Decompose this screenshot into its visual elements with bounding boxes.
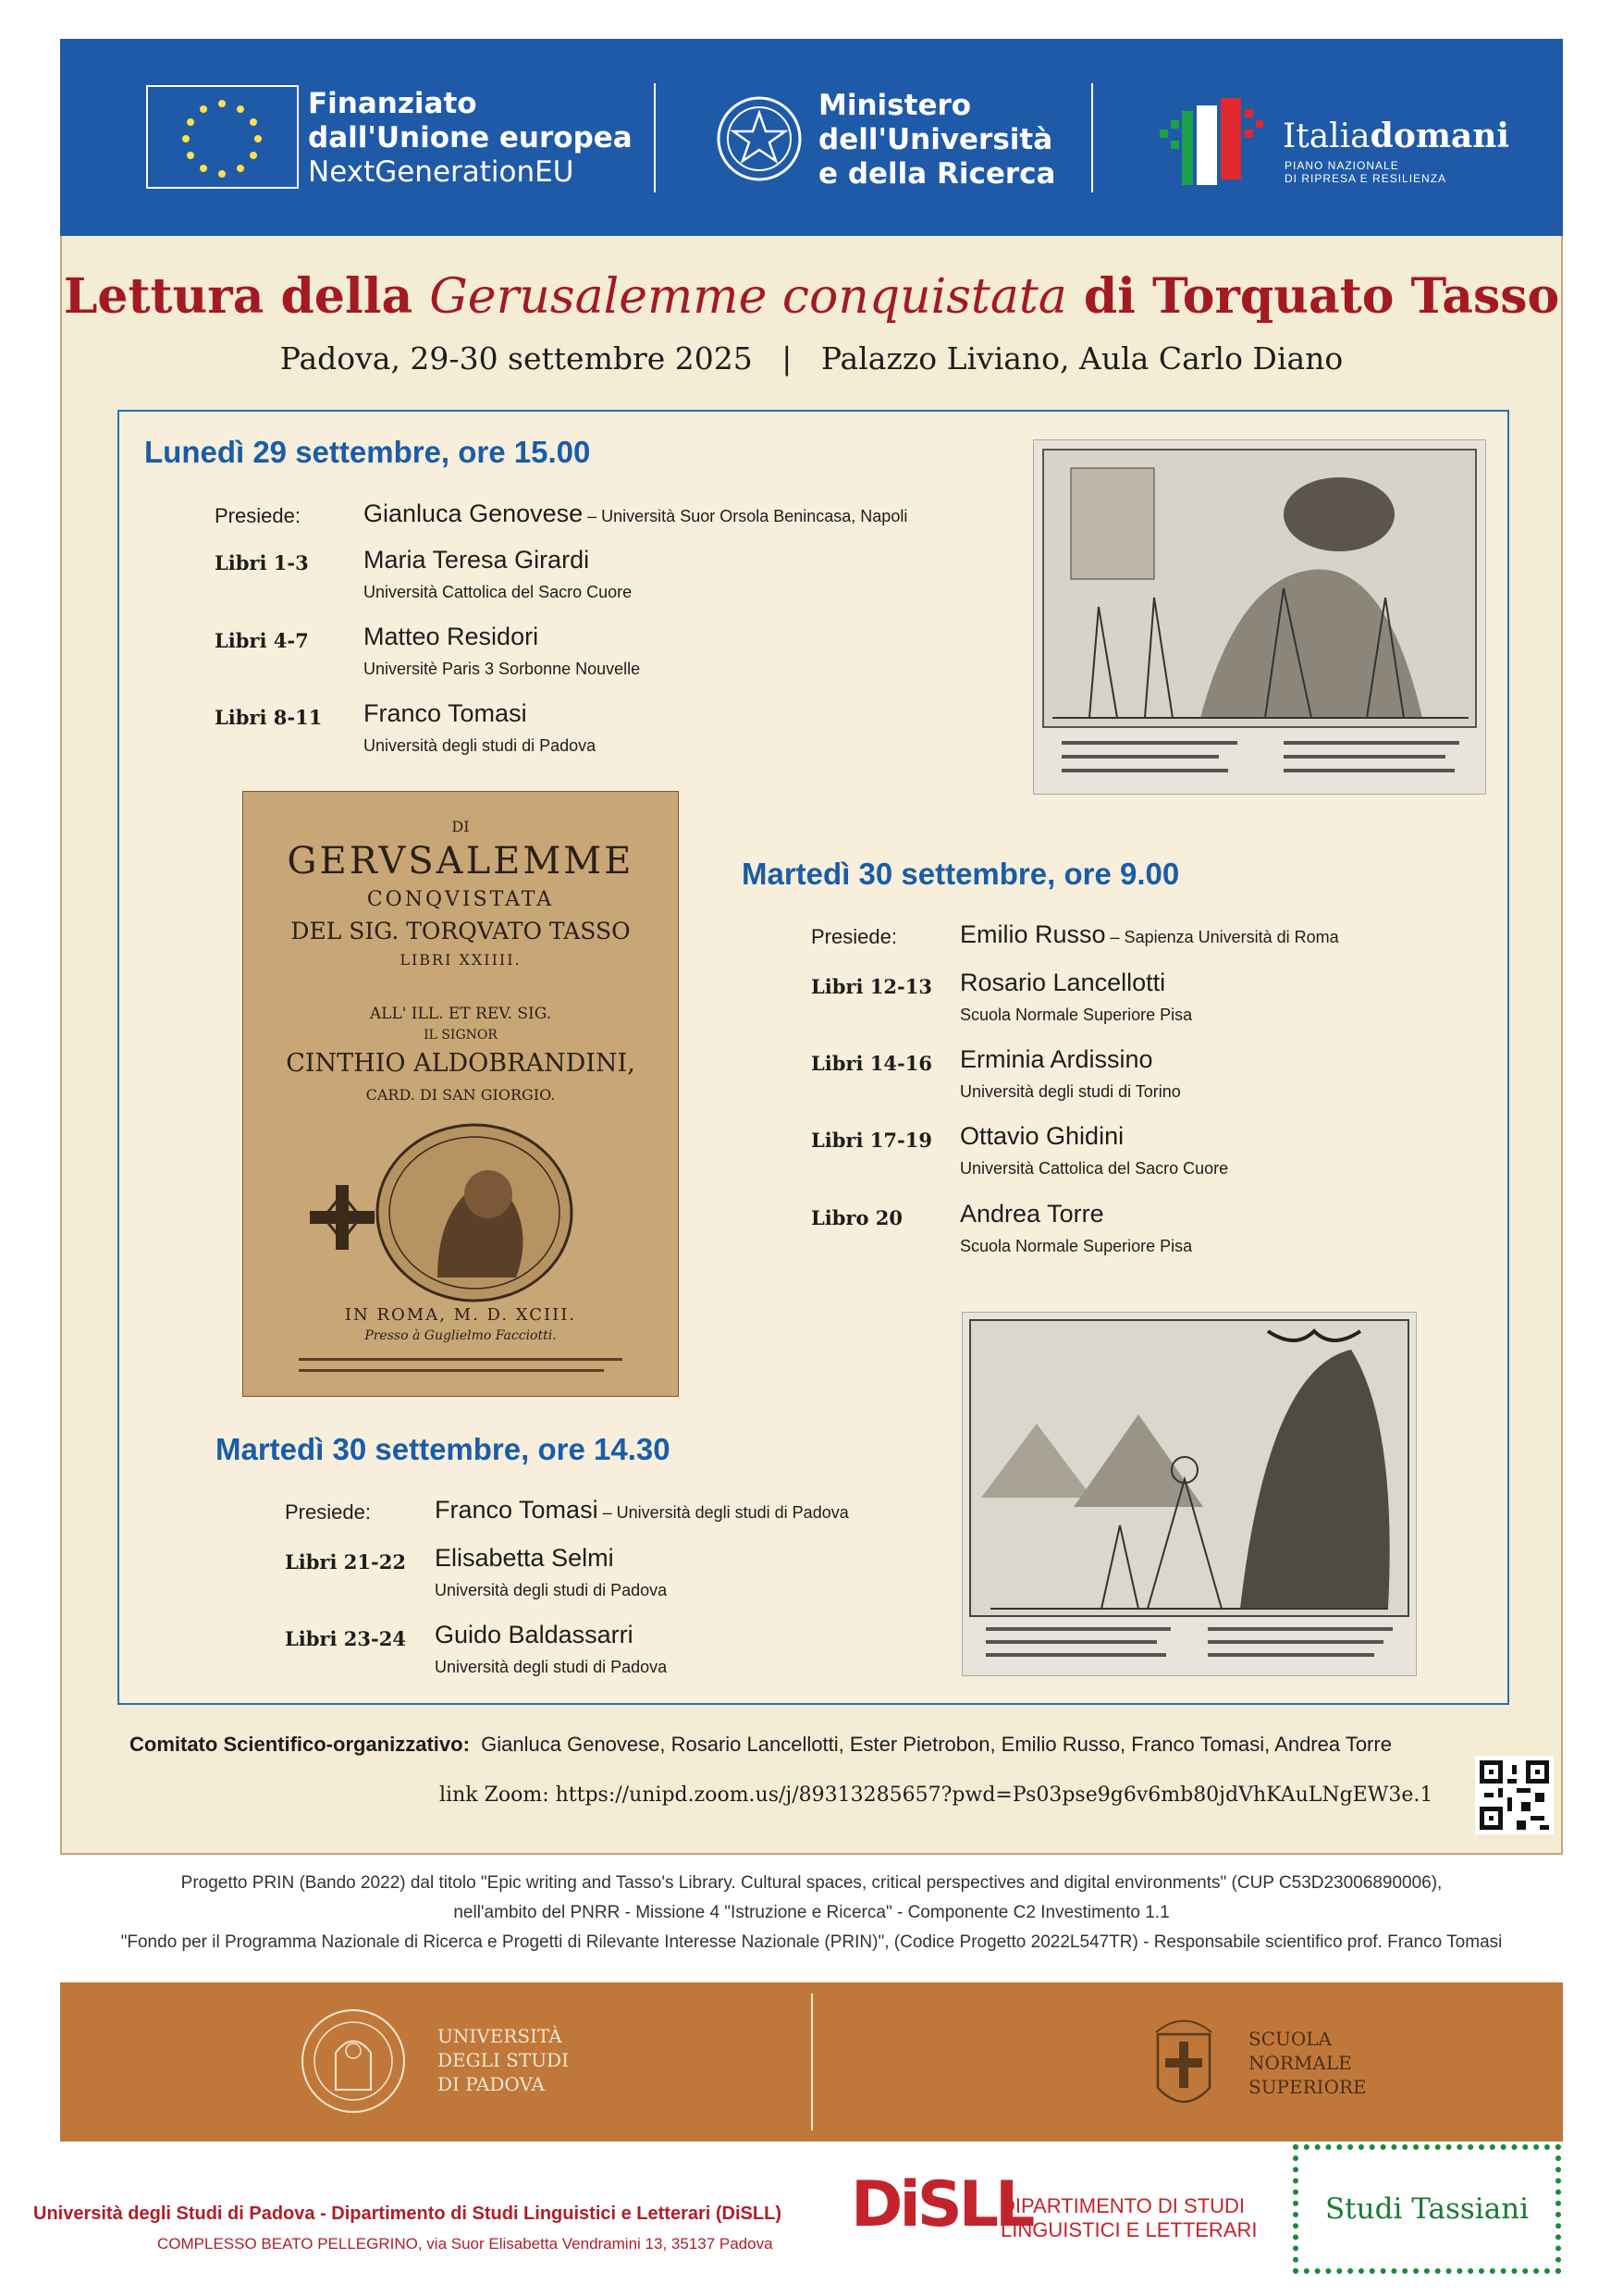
session-1-chair (363, 500, 907, 528)
chair-name: Emilio Russo (960, 920, 1106, 948)
cover-rule (299, 1358, 622, 1361)
engraving-illustration-2 (962, 1312, 1417, 1676)
eu-line-3: NextGenerationEU (308, 155, 574, 189)
eu-flag-logo (146, 85, 299, 189)
session-2-chair (960, 920, 1339, 949)
partners-divider (811, 1994, 813, 2130)
speaker-name: Ottavio Ghidini (960, 1122, 1125, 1150)
qr-code[interactable] (1475, 1756, 1554, 1834)
unipd-seal-logo (299, 2006, 408, 2116)
session-3-chair-label: Presiede: (285, 1500, 371, 1524)
cover-line: ALL' ILL. ET REV. SIG. (369, 1005, 552, 1023)
studi-tassiani-logo (1293, 2144, 1561, 2274)
unipd-name (437, 2024, 569, 2096)
eu-funding-text (308, 87, 633, 190)
footer-department: Università degli Studi di Padova - Dipartimento di Studi Linguistici e Letterari (DiSLL) (33, 2203, 781, 2224)
eu-line-1: Finanziato (308, 87, 477, 120)
sns-name (1248, 2027, 1367, 2099)
talk-books: Libri 8-11 (215, 706, 323, 729)
studi-tassiani-text: Studi Tassiani (1324, 2192, 1530, 2226)
speaker-name: Maria Teresa Girardi (363, 546, 590, 574)
italia-brand-a: Italia (1283, 117, 1371, 155)
partners-bar (60, 1982, 1563, 2142)
event-subtitle: Padova, 29-30 settembre 2025 | Palazzo Liviano, Aula Carlo Diano (279, 340, 1344, 376)
event-title (0, 268, 1623, 325)
talk-books: Libri 14-16 (811, 1052, 932, 1075)
zoom-url-link[interactable]: https://unipd.zoom.us/j/89313285657?pwd=Ps03pse9g6v6mb80jdVhKAuLNgEW3e.1 (555, 1784, 1433, 1807)
speaker-affiliation: Università degli studi di Torino (960, 1082, 1181, 1101)
speaker-affiliation: Università degli studi di Padova (435, 1658, 668, 1676)
sns-line-1: SCUOLA (1248, 2028, 1332, 2050)
cover-line: GERVSALEMME (287, 840, 634, 883)
tasso-portrait-medallion (299, 1120, 622, 1305)
disll-logo (851, 2159, 1032, 2252)
session-1-heading: Lunedì 29 settembre, ore 15.00 (144, 435, 591, 469)
engraving-illustration-1 (1033, 439, 1486, 795)
speaker-affiliation: Università degli studi di Padova (363, 736, 596, 755)
disll-line-1: DIPARTIMENTO DI STUDI (1001, 2194, 1246, 2217)
committee-label: Comitato Scientifico-organizzativo: (129, 1733, 470, 1756)
sns-crest-logo (1137, 2005, 1230, 2121)
banner-divider (1091, 83, 1093, 192)
italia-sub-1: PIANO NAZIONALE (1285, 159, 1399, 172)
speaker-name: Rosario Lancellotti (960, 969, 1166, 996)
speaker-affiliation: Scuola Normale Superiore Pisa (960, 1237, 1193, 1255)
cover-line: DEL SIG. TORQVATO TASSO (290, 918, 631, 944)
mur-line-2: dell'Università (818, 123, 1053, 156)
chair-name: Franco Tomasi (435, 1496, 598, 1524)
session-3-chair (435, 1496, 849, 1524)
zoom-label: link Zoom: (439, 1784, 549, 1807)
eu-line-2: dall'Unione europea (308, 121, 633, 154)
sns-line-3: SUPERIORE (1248, 2076, 1367, 2098)
chair-affiliation: – Sapienza Università di Roma (1105, 928, 1339, 946)
italia-sub-2: DI RIPRESA E RESILIENZA (1285, 172, 1447, 185)
disll-logo-text: DiSLL (851, 2168, 1032, 2241)
talk-books: Libri 21-22 (285, 1550, 406, 1574)
talk-books: Libri 1-3 (215, 551, 309, 574)
cover-line: IL SIGNOR (424, 1028, 498, 1043)
title-post: di Torquato Tasso (1066, 268, 1560, 325)
italia-domani-text (1283, 117, 1509, 155)
cover-line: Presso à Guglielmo Facciotti. (364, 1328, 557, 1343)
banner-divider (654, 83, 656, 192)
cover-line: CARD. DI SAN GIORGIO. (365, 1086, 556, 1104)
prin-line-1: Progetto PRIN (Bando 2022) dal titolo "Epic writing and Tasso's Library. Cultural spaces, critical perspectives and digital environments" (CUP C53D23006890006), (180, 1873, 1443, 1893)
unipd-line-2: DEGLI STUDI (437, 2049, 569, 2071)
funding-banner (60, 39, 1563, 236)
italia-domani-subtitle (1285, 159, 1446, 185)
session-1-chair-label: Presiede: (215, 504, 301, 527)
sns-line-2: NORMALE (1248, 2052, 1352, 2074)
prin-line-3: "Fondo per il Programma Nazionale di Ricerca e Progetti di Rilevante Interesse Nazionale (PRIN)", (Codice Progetto 2022L547TR) - Responsabile scientifico prof. Franco Tomasi (120, 1932, 1503, 1952)
unipd-line-1: UNIVERSITÀ (437, 2025, 562, 2047)
disll-line-2: LINGUISTICI E LETTERARI (1001, 2218, 1258, 2241)
cover-line: LIBRI XXIIII. (400, 951, 522, 969)
talk-books: Libri 12-13 (811, 975, 932, 998)
talk-books: Libri 23-24 (285, 1627, 406, 1650)
book-cover-image (242, 791, 679, 1397)
speaker-name: Andrea Torre (960, 1200, 1104, 1228)
speaker-name: Elisabetta Selmi (435, 1544, 614, 1572)
cover-line: IN ROMA, M. D. XCIII. (344, 1305, 577, 1325)
mur-line-1: Ministero (818, 89, 972, 122)
speaker-name: Erminia Ardissino (960, 1045, 1153, 1073)
mur-line-3: e della Ricerca (818, 157, 1056, 191)
title-italic: Gerusalemme conquistata (429, 269, 1067, 325)
speaker-affiliation: Università Cattolica del Sacro Cuore (960, 1159, 1229, 1178)
italia-domani-flag-logo (1156, 93, 1267, 190)
chair-name: Gianluca Genovese (363, 500, 584, 527)
chair-affiliation: – Università degli studi di Padova (597, 1503, 849, 1522)
session-3-heading: Martedì 30 settembre, ore 14.30 (215, 1432, 670, 1466)
mur-text (818, 89, 1055, 191)
unipd-line-3: DI PADOVA (437, 2073, 545, 2095)
speaker-affiliation: Scuola Normale Superiore Pisa (960, 1006, 1193, 1024)
session-2-heading: Martedì 30 settembre, ore 9.00 (742, 857, 1180, 891)
disll-name (1001, 2194, 1258, 2242)
session-2-chair-label: Presiede: (811, 925, 897, 948)
speaker-affiliation: Universitè Paris 3 Sorbonne Nouvelle (363, 660, 641, 678)
footer-address: COMPLESSO BEATO PELLEGRINO, via Suor Elisabetta Vendramini 13, 35137 Padova (157, 2235, 773, 2253)
speaker-affiliation: Università Cattolica del Sacro Cuore (363, 583, 633, 601)
prin-line-2: nell'ambito del PNRR - Missione 4 "Istruzione e Ricerca" - Componente C2 Investimento 1.1 (453, 1903, 1170, 1922)
organizing-committee (129, 1733, 1392, 1757)
zoom-link-line (439, 1784, 1432, 1807)
title-pre: Lettura della (63, 268, 430, 325)
cover-line: DI (451, 818, 470, 835)
cover-line: CONQVISTATA (366, 888, 555, 911)
chair-affiliation: – Università Suor Orsola Benincasa, Napoli (583, 507, 908, 525)
speaker-name: Franco Tomasi (363, 699, 527, 727)
talk-books: Libri 17-19 (811, 1129, 932, 1152)
speaker-name: Guido Baldassarri (435, 1621, 633, 1648)
italia-brand-b: domani (1370, 117, 1510, 155)
talk-books: Libro 20 (811, 1206, 904, 1229)
cover-rule (299, 1369, 604, 1372)
cover-line: CINTHIO ALDOBRANDINI, (286, 1049, 635, 1078)
eu-stars-icon (148, 87, 297, 187)
committee-members: Gianluca Genovese, Rosario Lancellotti, Ester Pietrobon, Emilio Russo, Franco Tomasi, Andrea Torre (481, 1733, 1392, 1756)
speaker-name: Matteo Residori (363, 623, 539, 650)
mur-emblem-logo (715, 91, 804, 187)
talk-books: Libri 4-7 (215, 629, 309, 652)
speaker-affiliation: Università degli studi di Padova (435, 1581, 668, 1599)
